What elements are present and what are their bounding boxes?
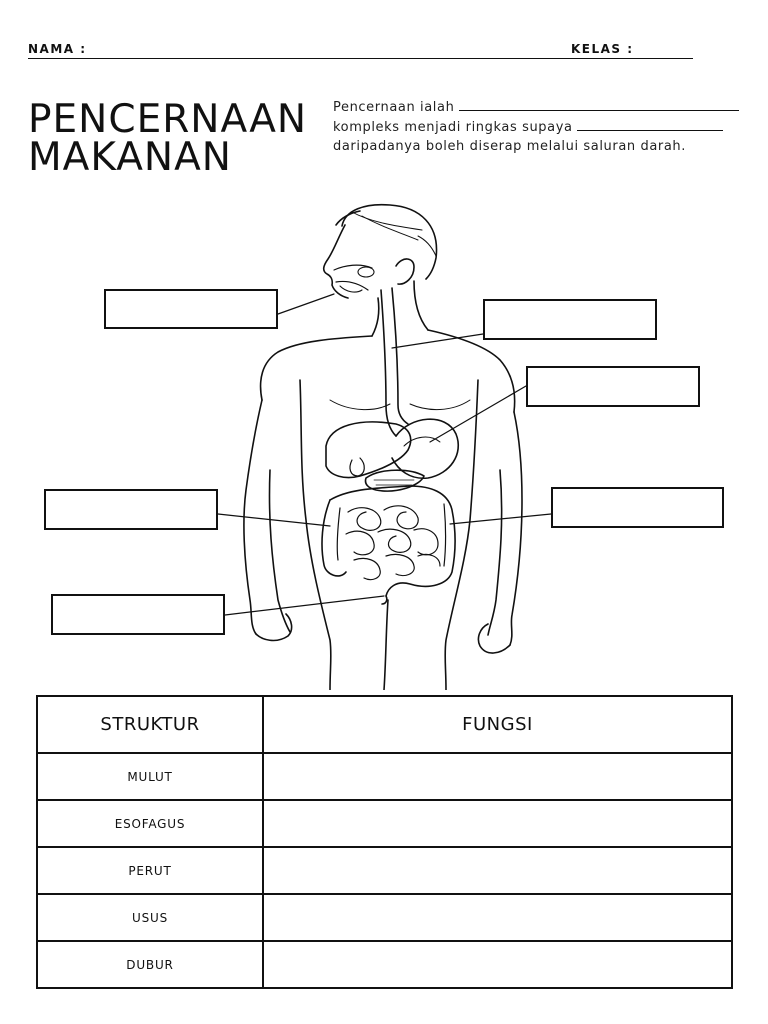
class-label: KELAS : bbox=[571, 42, 634, 56]
cell-fungsi[interactable] bbox=[263, 894, 732, 941]
table-header-row bbox=[37, 696, 732, 753]
table-row bbox=[37, 800, 732, 847]
cell-struktur: MULUT bbox=[37, 753, 263, 800]
cell-struktur: USUS bbox=[37, 894, 263, 941]
cell-struktur: ESOFAGUS bbox=[37, 800, 263, 847]
cell-fungsi[interactable] bbox=[263, 847, 732, 894]
label-box-esophagus[interactable] bbox=[483, 299, 657, 340]
label-box-mouth[interactable] bbox=[104, 289, 278, 329]
intro-line-3: daripadanya boleh diserap melalui saluran darah. bbox=[333, 139, 686, 154]
cell-fungsi[interactable] bbox=[263, 941, 732, 988]
cell-fungsi[interactable] bbox=[263, 800, 732, 847]
structure-function-table bbox=[36, 695, 733, 989]
header-struktur: STRUKTUR bbox=[37, 696, 263, 753]
table-row bbox=[37, 753, 732, 800]
label-box-stomach[interactable] bbox=[526, 366, 700, 407]
header-fungsi: FUNGSI bbox=[263, 696, 732, 753]
label-box-large-intestine[interactable] bbox=[44, 489, 218, 530]
label-box-anus[interactable] bbox=[51, 594, 225, 635]
table-row bbox=[37, 894, 732, 941]
name-label: NAMA : bbox=[28, 42, 87, 56]
table-row bbox=[37, 847, 732, 894]
cell-struktur: DUBUR bbox=[37, 941, 263, 988]
intro-line-2: kompleks menjadi ringkas supaya bbox=[333, 118, 768, 138]
title-line-1: PENCERNAAN bbox=[28, 97, 308, 142]
label-box-small-intestine[interactable] bbox=[551, 487, 724, 528]
table-row bbox=[37, 941, 732, 988]
cell-struktur: PERUT bbox=[37, 847, 263, 894]
cell-fungsi[interactable] bbox=[263, 753, 732, 800]
title-line-2: MAKANAN bbox=[28, 135, 232, 180]
intro-line-1: Pencernaan ialah bbox=[333, 98, 768, 118]
